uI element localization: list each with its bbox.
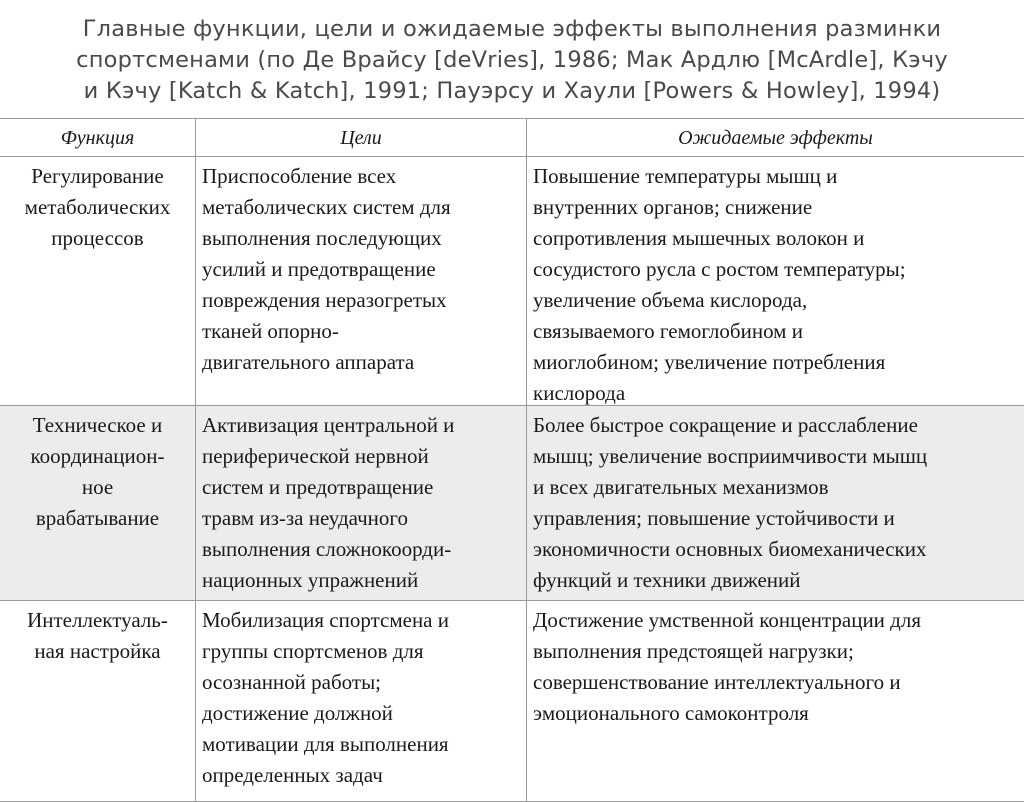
header-effects: Ожидаемые эффекты (678, 127, 873, 149)
cell-line: периферической нервной (202, 444, 429, 468)
cell-line: мотивации для выполнения (202, 732, 449, 756)
cell-line: кислорода (533, 381, 626, 405)
cell-line: Активизация центральной и (202, 413, 455, 437)
cell-line: метаболических систем для (202, 195, 451, 219)
cell-line: ная настройка (34, 639, 161, 663)
cell-line: Мобилизация спортсмена и (202, 608, 449, 632)
cell-line: усилий и предотвращение (202, 257, 436, 281)
header-function: Функция (0, 119, 196, 156)
goals-cell (196, 601, 527, 801)
cell-line: врабатывание (35, 506, 160, 530)
cell-line: определенных задач (202, 763, 383, 787)
cell-line: функций и техники движений (533, 568, 801, 592)
functions-table (0, 118, 1024, 802)
table-header-row (0, 119, 1024, 157)
cell-line: сосудистого русла с ростом температуры; (533, 257, 906, 281)
cell-line: повреждения неразогретых (202, 288, 447, 312)
cell-line: травм из-за неудачного (202, 506, 409, 530)
cell-line: Регулирование (31, 164, 164, 188)
cell-line: систем и предотвращение (202, 475, 434, 499)
effects-cell (527, 406, 1024, 600)
cell-line: управления; повышение устойчивости и (533, 506, 895, 530)
cell-line: увеличение объема кислорода, (533, 288, 808, 312)
cell-line: выполнения последующих (202, 226, 442, 250)
function-cell (0, 601, 196, 801)
cell-line: совершенствование интеллектуального и (533, 670, 901, 694)
cell-line: метаболических (24, 195, 171, 219)
cell-line: координацион- (30, 444, 165, 468)
cell-line: Достижение умственной концентрации для (533, 608, 921, 632)
function-cell (0, 406, 196, 600)
cell-line: группы спортсменов для (202, 639, 424, 663)
cell-line: Более быстрое сокращение и расслабление (533, 413, 918, 437)
cell-line: связываемого гемоглобином и (533, 319, 803, 343)
cell-line: миоглобином; увеличение потребления (533, 350, 886, 374)
cell-line: тканей опорно- (202, 319, 339, 343)
cell-line: сопротивления мышечных волокон и (533, 226, 865, 250)
goals-cell (196, 406, 527, 600)
header-goals: Цели (196, 119, 527, 156)
cell-line: выполнения предстоящей нагрузки; (533, 639, 854, 663)
cell-line: двигательного аппарата (202, 350, 415, 374)
cell-line: ное (81, 475, 114, 499)
cell-line: достижение должной (202, 701, 393, 725)
cell-line: процессов (51, 226, 144, 250)
effects-cell (527, 601, 1024, 801)
title-line: и Кэчу [Katch & Katch], 1991; Пауэрсу и Хаули [Powers & Howley], 1994) (83, 78, 941, 104)
cell-line: Повышение температуры мышц и (533, 164, 838, 188)
cell-line: Приспособление всех (202, 164, 397, 188)
effects-cell (527, 157, 1024, 405)
title-line: Главные функции, цели и ожидаемые эффекты выполнения разминки (82, 16, 942, 42)
cell-line: национных упражнений (202, 568, 419, 592)
cell-line: экономичности основных биомеханических (533, 537, 927, 561)
cell-line: Техническое и (32, 413, 163, 437)
table-row (0, 601, 1024, 802)
slide-title (10, 14, 1014, 107)
cell-line: мышц; увеличение восприимчивости мышц (533, 444, 928, 468)
cell-line: эмоционального самоконтроля (533, 701, 809, 725)
cell-line: внутренних органов; снижение (533, 195, 813, 219)
table-row (0, 406, 1024, 601)
function-cell (0, 157, 196, 405)
table-row (0, 157, 1024, 406)
goals-cell (196, 157, 527, 405)
cell-line: осознанной работы; (202, 670, 382, 694)
cell-line: выполнения сложнокоорди- (202, 537, 452, 561)
cell-line: и всех двигательных механизмов (533, 475, 829, 499)
title-line: спортсменами (по Де Врайсу [deVries], 1986; Мак Ардлю [McArdle], Кэчу (76, 47, 948, 73)
cell-line: Интеллектуаль- (27, 608, 168, 632)
